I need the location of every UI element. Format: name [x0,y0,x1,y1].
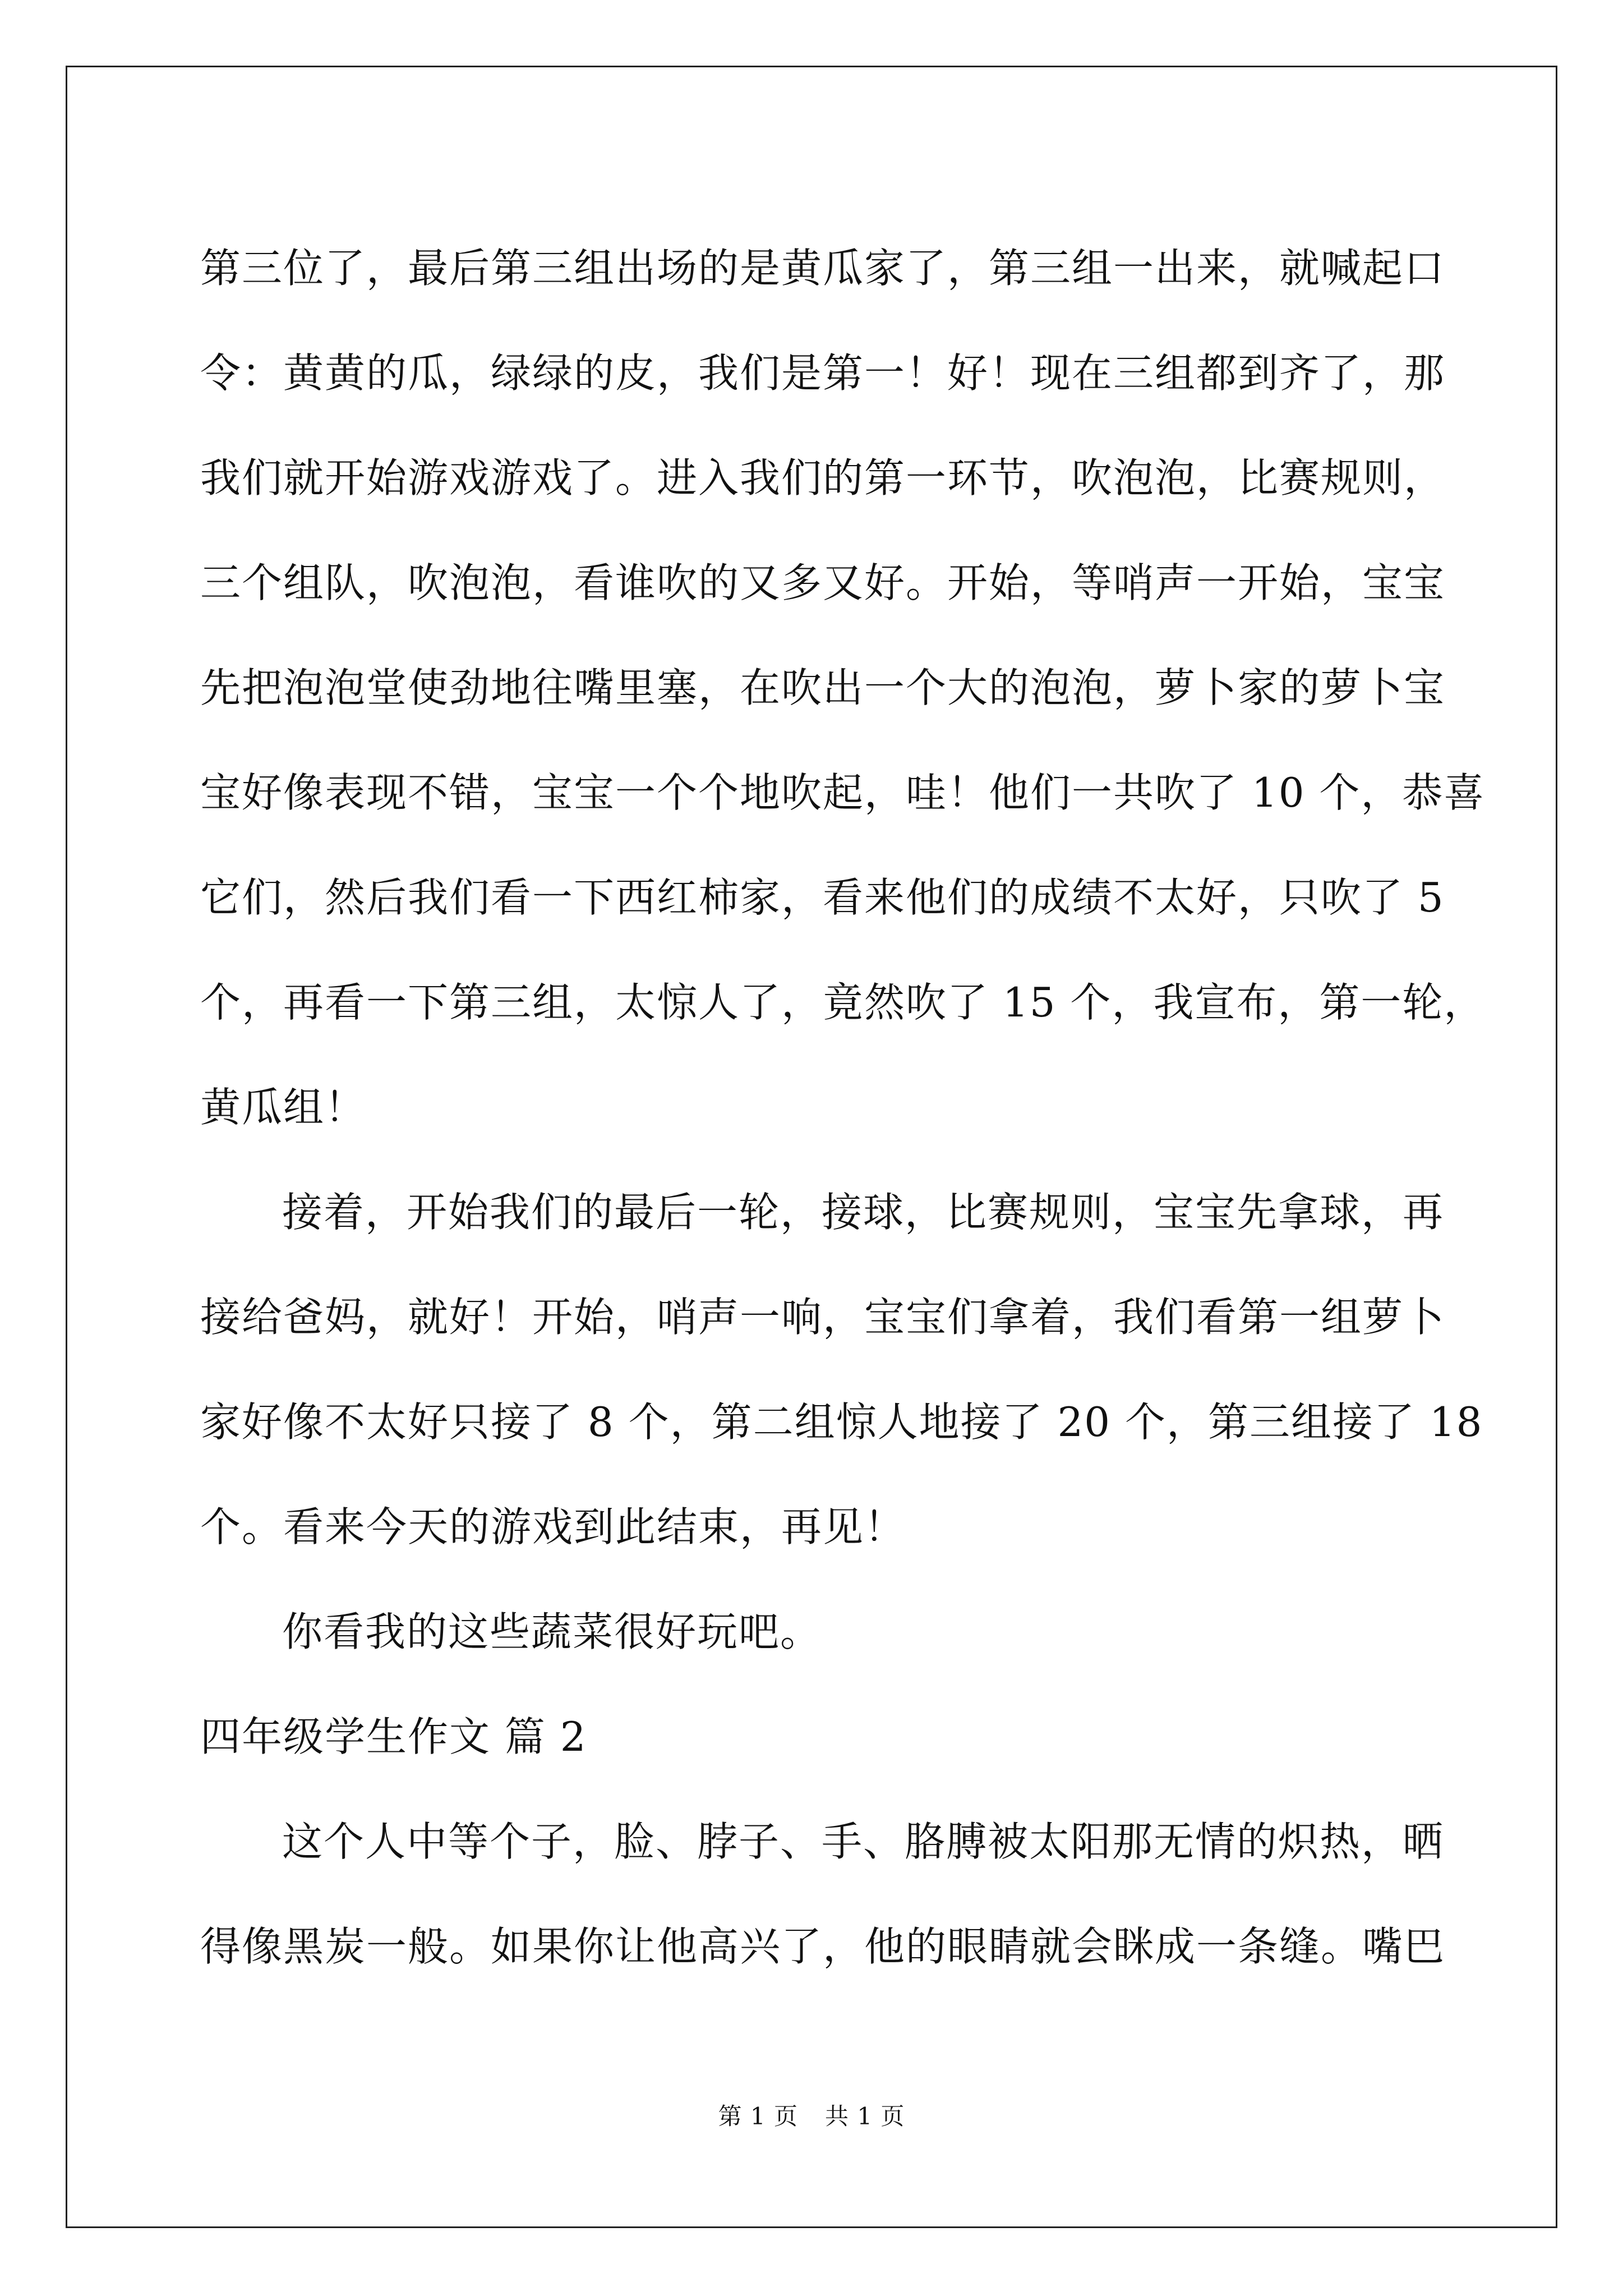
page-total: 共 1 页 [825,2102,905,2130]
text-line: 个。看来今天的游戏到此结束，再见！ [200,1503,906,1550]
text-line: 宝好像表现不错，宝宝一个个地吹起，哇！他们一共吹了 10 个，恭喜 [200,769,1486,816]
text-line: 接给爸妈，就好！开始，哨声一响，宝宝们拿着，我们看第一组萝卜 [200,1294,1446,1341]
document-body [200,216,1486,1999]
text-line: 第三位了，最后第三组出场的是黄瓜家了，第三组一出来，就喊起口 [200,245,1446,292]
paragraph-first-line: 接着，开始我们的最后一轮，接球，比赛规则，宝宝先拿球，再 [282,1189,1445,1236]
text-line: 我们就开始游戏游戏了。进入我们的第一环节，吹泡泡，比赛规则， [200,454,1446,501]
text-line: 三个组队，吹泡泡，看谁吹的又多又好。开始，等哨声一开始，宝宝 [200,559,1446,606]
paragraph-first-line: 你看我的这些蔬菜很好玩吧。 [282,1608,822,1655]
paragraph-first-line: 这个人中等个子，脸、脖子、手、胳膊被太阳那无情的炽热，晒 [282,1818,1445,1865]
text-line: 先把泡泡堂使劲地往嘴里塞，在吹出一个大的泡泡，萝卜家的萝卜宝 [200,664,1446,711]
page-number: 第 1 页 [718,2102,798,2130]
text-line: 令：黄黄的瓜，绿绿的皮，我们是第一！好！现在三组都到齐了，那 [200,349,1446,397]
text-line: 个，再看一下第三组，太惊人了，竟然吹了 15 个，我宣布，第一轮， [200,979,1486,1026]
text-line: 家好像不太好只接了 8 个，第二组惊人地接了 20 个，第三组接了 18 [200,1398,1483,1446]
page-footer [0,2098,1623,2132]
section-heading: 四年级学生作文 篇 2 [200,1713,587,1760]
text-line: 得像黑炭一般。如果你让他高兴了，他的眼睛就会眯成一条缝。嘴巴 [200,1923,1446,1970]
text-line: 它们，然后我们看一下西红柿家，看来他们的成绩不太好，只吹了 5 [200,874,1445,921]
text-line: 黄瓜组！ [200,1084,367,1131]
